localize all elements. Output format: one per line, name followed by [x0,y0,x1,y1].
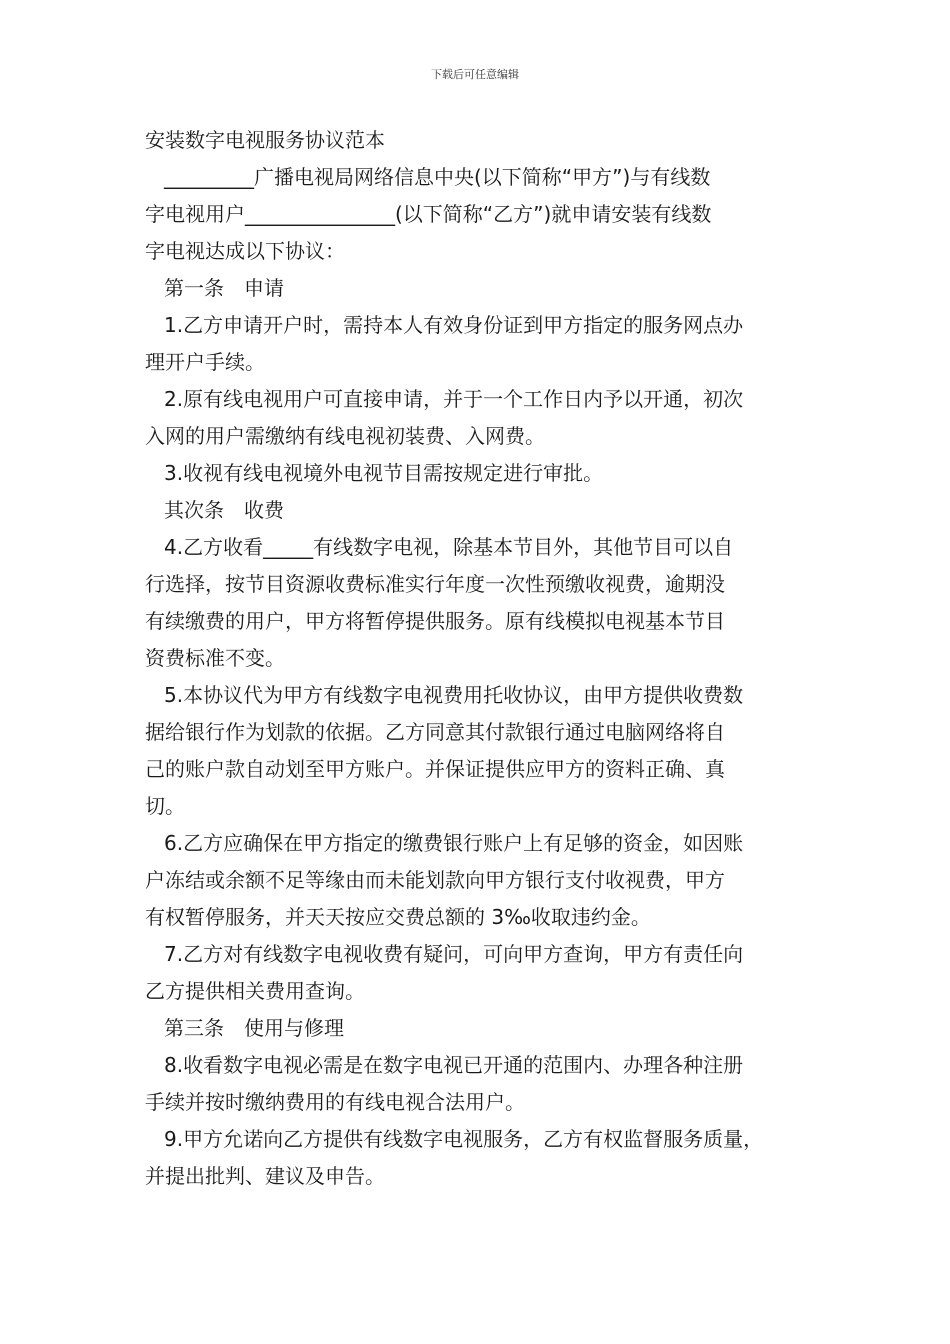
paragraph-line: 理开户手续。 [145,350,265,374]
article-heading: 第三条 使用与修理 [164,1016,344,1040]
paragraph-line: 4.乙方收看_____有线数字电视，除基本节目外，其他节目可以自 [164,535,734,559]
paragraph-line: 入网的用户需缴纳有线电视初装费、入网费。 [145,424,545,448]
paragraph-line: 有续缴费的用户，甲方将暂停提供服务。原有线模拟电视基本节目 [145,609,725,633]
paragraph-line: 己的账户款自动划至甲方账户。并保证提供应甲方的资料正确、真 [145,757,725,781]
paragraph-line: 乙方提供相关费用查询。 [145,979,365,1003]
paragraph-line: 3.收视有线电视境外电视节目需按规定进行审批。 [164,461,604,485]
paragraph-line: 8.收看数字电视必需是在数字电视已开通的范围内、办理各种注册 [164,1053,744,1077]
paragraph-line: _________广播电视局网络信息中央(以下简称“甲方”)与有线数 [164,165,711,189]
paragraph-line: 9.甲方允诺向乙方提供有线数字电视服务，乙方有权监督服务质量， [164,1127,764,1151]
paragraph-line: 据给银行作为划款的依据。乙方同意其付款银行通过电脑网络将自 [145,720,725,744]
paragraph-line: 1.乙方申请开户时，需持本人有效身份证到甲方指定的服务网点办 [164,313,744,337]
paragraph-line: 行选择，按节目资源收费标准实行年度一次性预缴收视费，逾期没 [145,572,725,596]
article-heading: 其次条 收费 [164,498,284,522]
paragraph-line: 7.乙方对有线数字电视收费有疑问，可向甲方查询，甲方有责任向 [164,942,744,966]
paragraph-line: 2.原有线电视用户可直接申请，并于一个工作日内予以开通，初次 [164,387,744,411]
paragraph-line: 6.乙方应确保在甲方指定的缴费银行账户上有足够的资金，如因账 [164,831,744,855]
paragraph-line: 切。 [145,794,185,818]
document-body [145,122,815,1195]
paragraph-line: 并提出批判、建议及申告。 [145,1164,385,1188]
paragraph-line: 有权暂停服务，并天天按应交费总额的 3‰收取违约金。 [145,905,651,929]
paragraph-line: 手续并按时缴纳费用的有线电视合法用户。 [145,1090,525,1114]
paragraph-line: 字电视达成以下协议： [145,239,345,263]
paragraph-line: 5.本协议代为甲方有线数字电视费用托收协议，由甲方提供收费数 [164,683,744,707]
paragraph-line: 字电视用户_______________(以下简称“乙方”)就申请安装有线数 [145,202,712,226]
paragraph-line: 资费标准不变。 [145,646,285,670]
article-heading: 第一条 申请 [164,276,284,300]
page-header: 下载后可任意编辑 [431,68,519,81]
paragraph-line: 户冻结或余额不足等缘由而未能划款向甲方银行支付收视费，甲方 [145,868,725,892]
document-title: 安装数字电视服务协议范本 [145,128,385,152]
